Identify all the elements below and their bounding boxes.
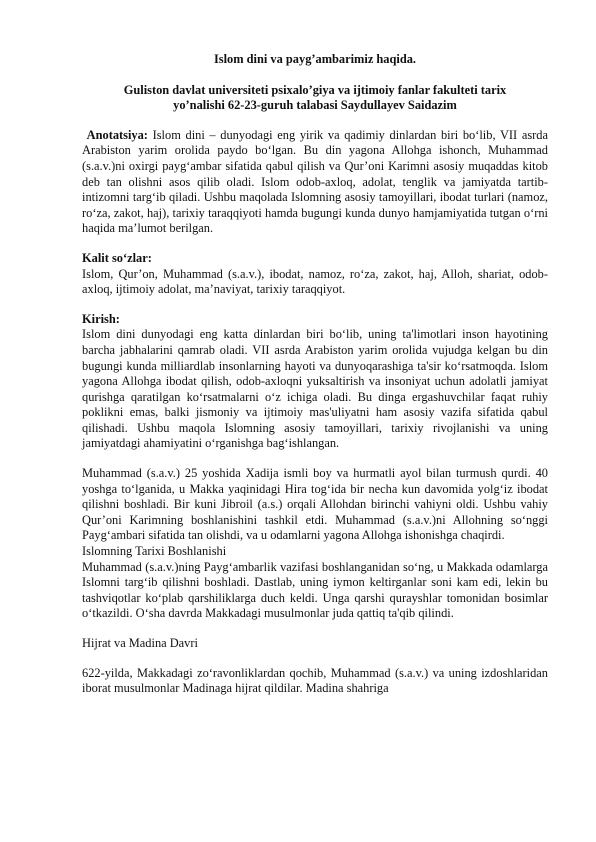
- hijrat-heading: Hijrat va Madina Davri: [82, 636, 198, 650]
- history-heading: Islomning Tarixi Boshlanishi: [82, 544, 227, 559]
- intro-paragraph: Islom dini dunyodagi eng katta dinlardan biri bo‘lib, uning ta'limotlari inson hayotining barcha jabhalarini qamrab oladi. VII asrda Arabiston yarim orolida vujudga kelgan bu din bugungi kunda milliardlab insonlarning hayoti va dunyoqarashiga ta'sir ko‘rsatmoqda. Islom yagona Allohga ibodat qilish, odob-axloqni yuksaltirish va insoniyat uchun adolatli jamiyat qurishga qaratilgan ko‘rsatmalarni o‘z ichiga oladi. Bu dinga ergashuvchilar faqat ruhiy poklikni emas, balki jismoniy va ijtimoiy mas'uliyatni ham asosiy vazifa sifatida qabul qilishadi. Ushbu maqola Islomning asosiy tamoyillari, tarixiy rivojlanishi va uning jamiyatdagi ahamiyatini o‘rganishga bag‘ishlangan.: [82, 327, 548, 451]
- author-line-1: Guliston davlat universiteti psixalo’giya va ijtimoiy fanlar fakulteti tarix: [123, 82, 507, 97]
- keywords-text: Islom, Qur’on, Muhammad (s.a.v.), ibodat, namoz, ro‘za, zakot, haj, Alloh, shariat, odob-axloq, ijtimoiy adolat, ma’naviyat, tarixiy taraqqiyot.: [82, 266, 548, 297]
- muhammad-paragraph: Muhammad (s.a.v.) 25 yoshida Xadija ismli boy va hurmatli ayol bilan turmush qurdi. 40 yoshga to‘lganida, u Makka yaqinidagi Hira tog‘ida bir necha kun davomida yolg‘iz ibodat qilishni boshladi. Bir kuni Jibroil (a.s.) orqali Allohdan birinchi vahiyni oldi. Ushbu vahiy Qur’oni Karimning boshlanishini tashkil etdi. Muhammad (s.a.v.)ni Allohning so‘nggi Payg‘ambari sifatida tan olishdi, va u odamlarni yagona Allohga ishonishga chaqirdi.: [82, 466, 548, 543]
- annotation-label: Anotatsiya:: [86, 127, 148, 142]
- keywords-heading: Kalit so‘zlar:: [82, 250, 152, 265]
- history-paragraph: Muhammad (s.a.v.)ning Payg‘ambarlik vazifasi boshlanganidan so‘ng, u Makkada odamlarga Islomni targ‘ib qilishni boshladi. Dastlab, uning iymon keltirganlar soni kam edi, lekin bu tashviqotlar ko‘plab qarshiliklarga duch keldi. Unga qarshi qurayshlar tomonidan bosimlar o‘tkazildi. O‘sha davrda Makkadagi musulmonlar juda qattiq ta'qib qilindi.: [82, 559, 548, 621]
- author-line-2: yo’nalishi 62-23-guruh talabasi Saydullayev Saidazim: [173, 98, 457, 113]
- author-info: [82, 83, 548, 114]
- document-title: Islom dini va payg’ambarimiz haqida.: [213, 52, 417, 66]
- hijrat-paragraph: 622-yilda, Makkadagi zo‘ravonliklardan qochib, Muhammad (s.a.v.) va uning izdoshlaridan iborat musulmonlar Madinaga hijrat qildilar. Madina shahriga: [82, 665, 548, 696]
- annotation-text: Islom dini – dunyodagi eng yirik va qadimiy dinlardan biri bo‘lib, VII asrda Arabiston yarim orolida paydo bo‘lgan. Bu din yagona Allohga ishonch, Muhammad (s.a.v.)ni oxirgi payg‘ambar sifatida qabul qilish va Qur’oni Karimni asosiy muqaddas kitob deb tan olishni asos qilib oladi. Islom odob-axloq, adolat, tenglik va jamiyatda tartib-intizomni targ‘ib qiladi. Ushbu maqolada Islomning asosiy tamoyillari, ibodat turlari (namoz, ro‘za, zakot, haj), tarixiy taraqqiyoti hamda bugungi kunda dunyo hamjamiyatida tutgan o‘rni haqida ma’lumot berilgan.: [82, 127, 548, 236]
- intro-heading: Kirish:: [82, 311, 120, 326]
- annotation-paragraph: [82, 128, 548, 237]
